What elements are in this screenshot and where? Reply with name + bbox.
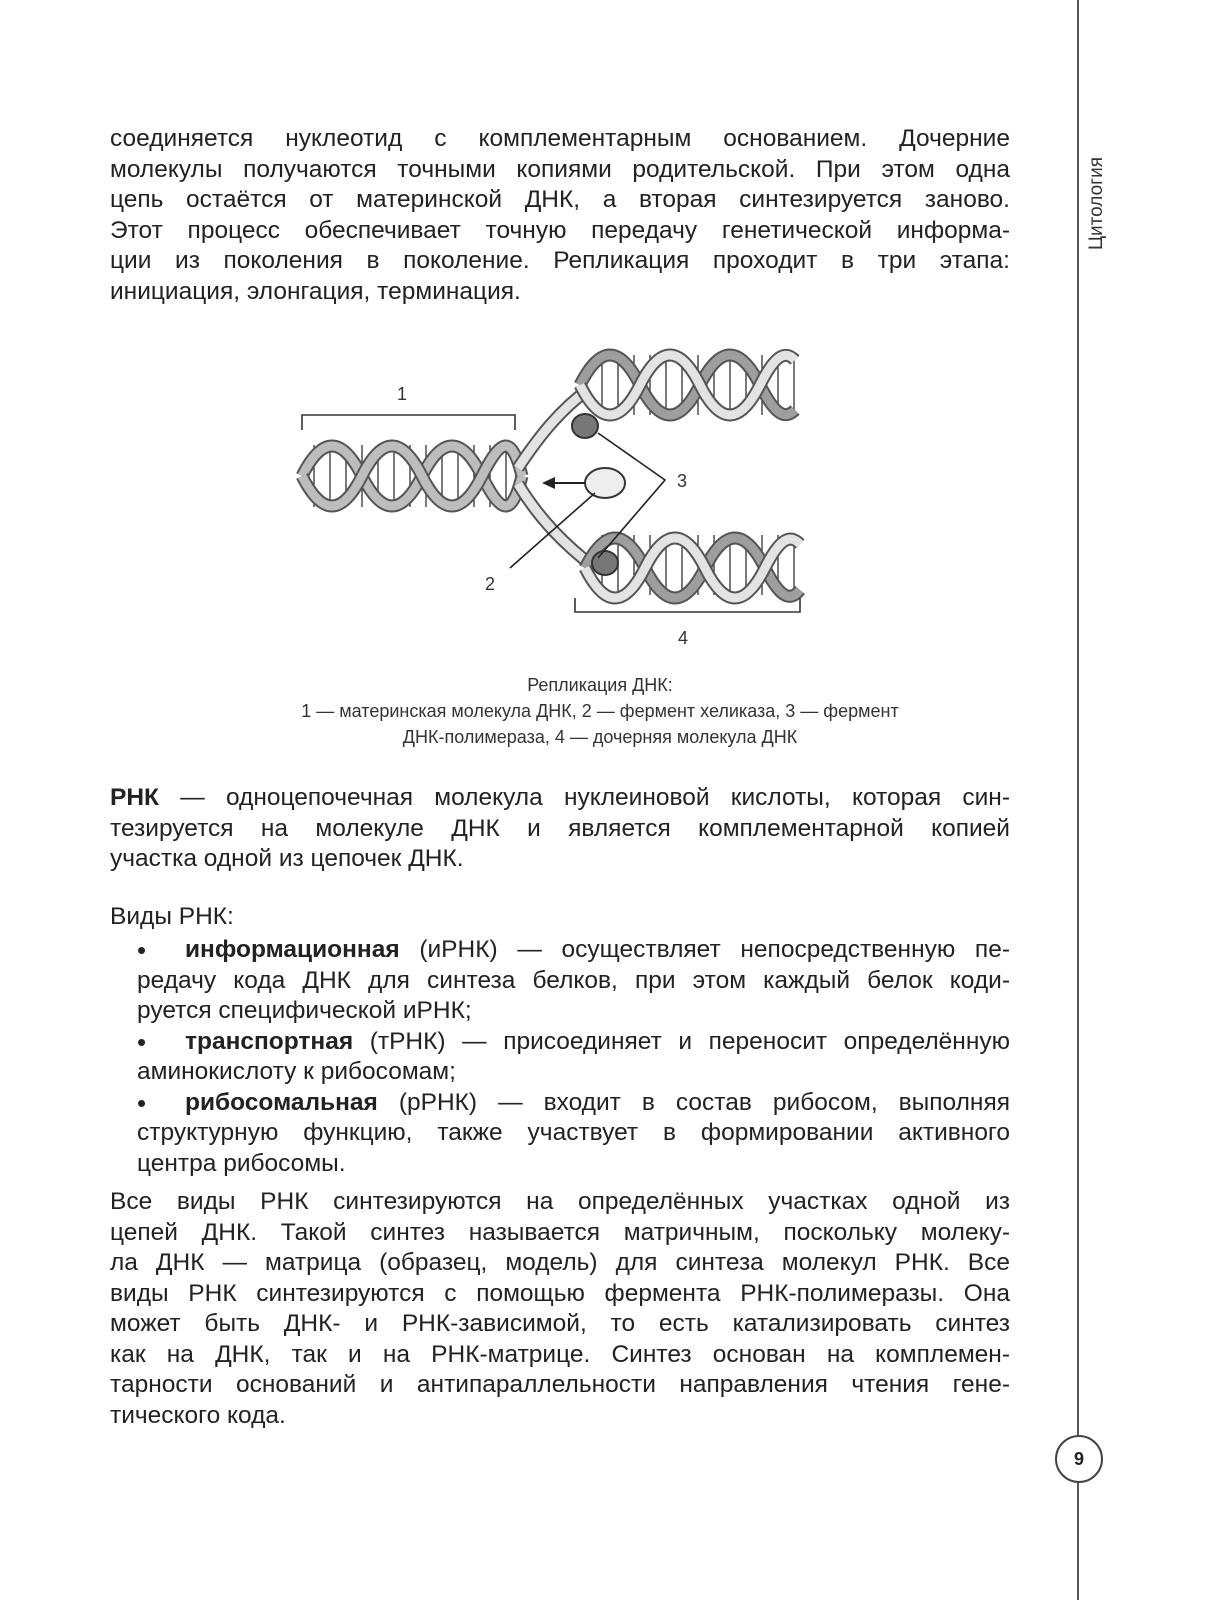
label-1: 1 [396, 384, 408, 404]
text-fragment: (тРНК) — присоединяет и переносит определённую [353, 1027, 1010, 1055]
text-line: цепь остаётся от материнской ДНК, а вторая синтезируется заново. [110, 186, 1010, 213]
list-item [137, 1088, 1010, 1180]
bracket-1 [302, 415, 515, 430]
polymerase-enzyme-top [572, 414, 598, 438]
bullet-icon: • [137, 935, 147, 965]
caption-line: ДНК-полимераза, 4 — дочерняя молекула ДНК [402, 727, 798, 747]
arrow-head [542, 477, 555, 489]
text-fragment: (рРНК) — входит в состав рибосом, выполняя [377, 1088, 1010, 1116]
paragraph-replication [110, 124, 1010, 307]
term: рибосомальная [185, 1088, 378, 1116]
figure-caption [150, 672, 1050, 750]
text-line: аминокислоту к рибосомам; [137, 1058, 456, 1085]
text-line: инициация, элонгация, терминация. [110, 277, 521, 305]
list-item [137, 1027, 1010, 1088]
text-line: редачу кода ДНК для синтеза белков, при этом каждый белок коди- [137, 966, 1010, 994]
text-line: соединяется нуклеотид с комплементарным основанием. Дочерние [110, 125, 1010, 152]
rna-types-heading: Виды РНК: [110, 903, 234, 930]
text-line [137, 1027, 1010, 1058]
dna-replication-diagram [290, 340, 820, 660]
section-title: Цитология [1086, 156, 1107, 250]
term: информационная [185, 936, 400, 963]
term-rna: РНК [110, 784, 159, 811]
text-fragment: — одноцепочечная молекула нуклеиновой кислоты, которая син- [159, 784, 1010, 811]
label-2: 2 [484, 574, 496, 594]
rna-types-list [137, 935, 1010, 1179]
text-line: руется специфической иРНК; [137, 997, 472, 1024]
text-line: тарности оснований и антипараллельности направления чтения гене- [110, 1371, 1010, 1398]
dna-replication-figure [290, 340, 820, 660]
text-line: как на ДНК, так и на РНК-матрице. Синтез основан на комплемен- [110, 1340, 1010, 1368]
polymerase-enzyme-bottom [592, 551, 618, 575]
text-line: молекулы получаются точными копиями родительской. При этом одна [110, 155, 1010, 183]
text-line: ции из поколения в поколение. Репликация проходит в три этапа: [110, 247, 1010, 274]
bullet-icon: • [137, 1026, 147, 1057]
paragraph-rna-synthesis [110, 1187, 1010, 1431]
text-line: ла ДНК — матрица (образец, модель) для синтеза молекул РНК. Все [110, 1249, 1010, 1276]
paragraph-rna-definition [110, 783, 1010, 875]
helicase-enzyme [585, 468, 625, 498]
text-line: тического кода. [110, 1401, 286, 1429]
page-number: 9 [1055, 1435, 1103, 1483]
list-item [137, 935, 1010, 1027]
text-line: структурную функцию, также участвует в формировании активного [137, 1119, 1010, 1146]
text-fragment: (иРНК) — осуществляет непосредственную пе- [399, 936, 1010, 963]
caption-title: Репликация ДНК: [527, 675, 673, 695]
text-line: тезируется на молекуле ДНК и является комплементарной копией [110, 814, 1010, 842]
label-3: 3 [676, 471, 688, 491]
text-line [110, 783, 1010, 814]
text-line: центра рибосомы. [137, 1149, 346, 1177]
text-line [137, 1088, 1010, 1119]
text-line: Все виды РНК синтезируются на определённых участках одной из [110, 1188, 1010, 1215]
text-line: Этот процесс обеспечивает точную передачу генетической информа- [110, 216, 1010, 244]
text-line: цепей ДНК. Такой синтез называется матричным, поскольку молеку- [110, 1218, 1010, 1246]
mother-dna-helix [302, 445, 522, 507]
text-line: участка одной из цепочек ДНК. [110, 845, 464, 872]
bullet-icon: • [137, 1087, 147, 1118]
term: транспортная [185, 1027, 354, 1055]
page-side-rule [1077, 0, 1079, 1600]
daughter-dna-helix-top [580, 355, 795, 415]
text-line: виды РНК синтезируются с помощью фермента РНК-полимеразы. Она [110, 1279, 1010, 1307]
label-4: 4 [677, 628, 689, 648]
caption-line: 1 — материнская молекула ДНК, 2 — фермент хеликаза, 3 — фермент [301, 701, 899, 721]
text-line [137, 935, 1010, 966]
text-line: может быть ДНК- и РНК-зависимой, то есть катализировать синтез [110, 1310, 1010, 1337]
